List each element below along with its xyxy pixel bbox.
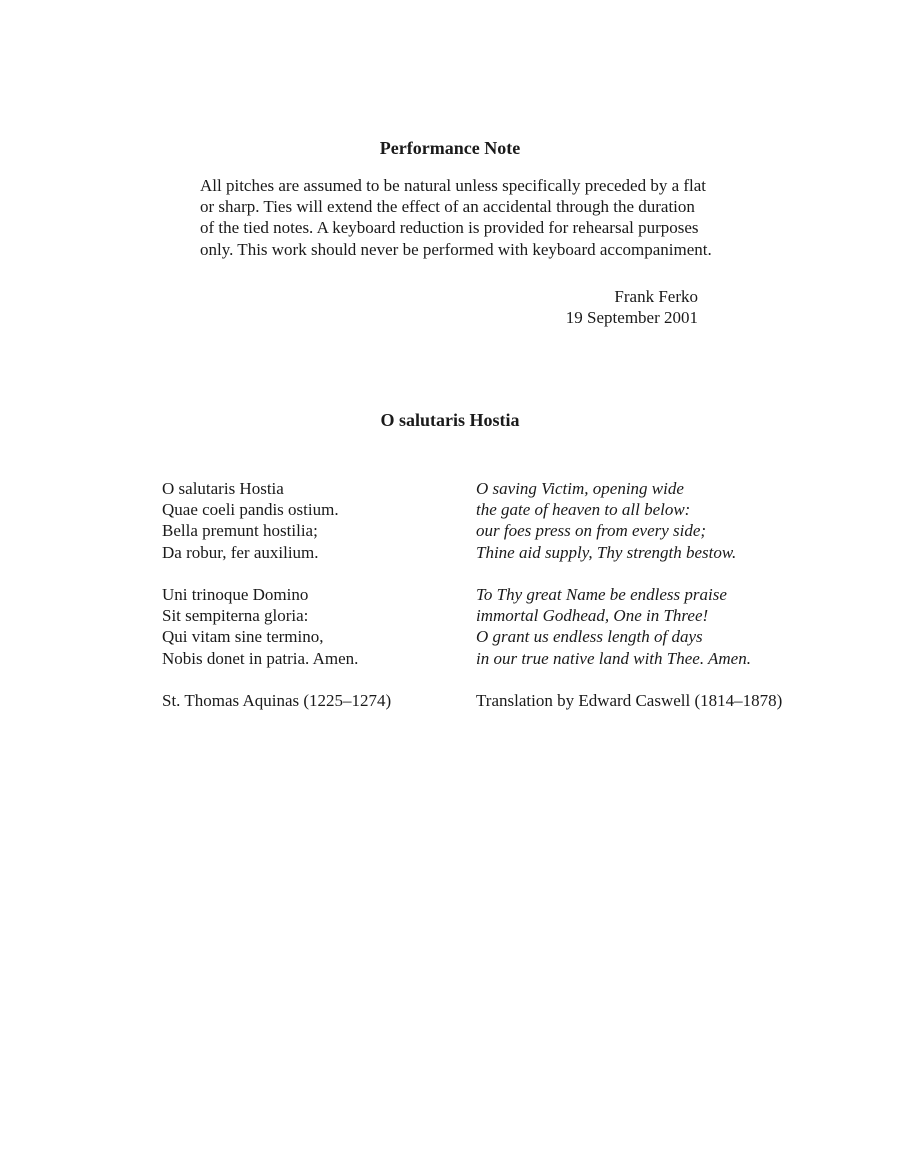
- verse-line: immortal Godhead, One in Three!: [476, 606, 709, 626]
- english-stanza-2: [476, 584, 876, 669]
- verse-line: O grant us endless length of days: [476, 627, 703, 647]
- verse-line: O salutaris Hostia: [162, 479, 284, 498]
- signature-block: [500, 286, 698, 328]
- verse-line: Uni trinoque Domino: [162, 585, 309, 604]
- english-translation-column: [476, 478, 876, 711]
- hymn-title: O salutaris Hostia: [380, 410, 520, 430]
- verse-line: Quae coeli pandis ostium.: [162, 500, 339, 520]
- verse-line: O saving Victim, opening wide: [476, 479, 684, 498]
- note-date: 19 September 2001: [565, 308, 698, 328]
- verse-line: Bella premunt hostilia;: [162, 521, 318, 541]
- latin-text-column: [162, 478, 462, 711]
- verse-line: Sit sempiterna gloria:: [162, 606, 309, 626]
- verse-line: Da robur, fer auxilium.: [162, 542, 319, 562]
- latin-stanza-1: [162, 478, 462, 563]
- performance-note-body: All pitches are assumed to be natural unless specifically preceded by a flat or sharp. Ties will extend the effect of an accidental through the duration of the tied notes. A keyboard reduction is provided for rehearsal purposes only. This work should never be performed with keyboard accompaniment.: [200, 176, 712, 259]
- verse-line: in our true native land with Thee. Amen.: [476, 648, 751, 668]
- latin-author-credit: St. Thomas Aquinas (1225–1274): [162, 691, 392, 710]
- english-stanza-1: [476, 478, 876, 563]
- verse-line: Nobis donet in patria. Amen.: [162, 648, 359, 668]
- verse-line: Qui vitam sine termino,: [162, 627, 324, 647]
- translator-credit: Translation by Edward Caswell (1814–1878): [476, 691, 783, 710]
- verse-line: the gate of heaven to all below:: [476, 500, 691, 520]
- verse-line: Thine aid supply, Thy strength bestow.: [476, 542, 737, 562]
- performance-note-title: Performance Note: [379, 138, 521, 158]
- verse-line: To Thy great Name be endless praise: [476, 585, 727, 604]
- verse-line: our foes press on from every side;: [476, 521, 707, 541]
- latin-stanza-2: [162, 584, 462, 669]
- author-name: Frank Ferko: [614, 287, 698, 306]
